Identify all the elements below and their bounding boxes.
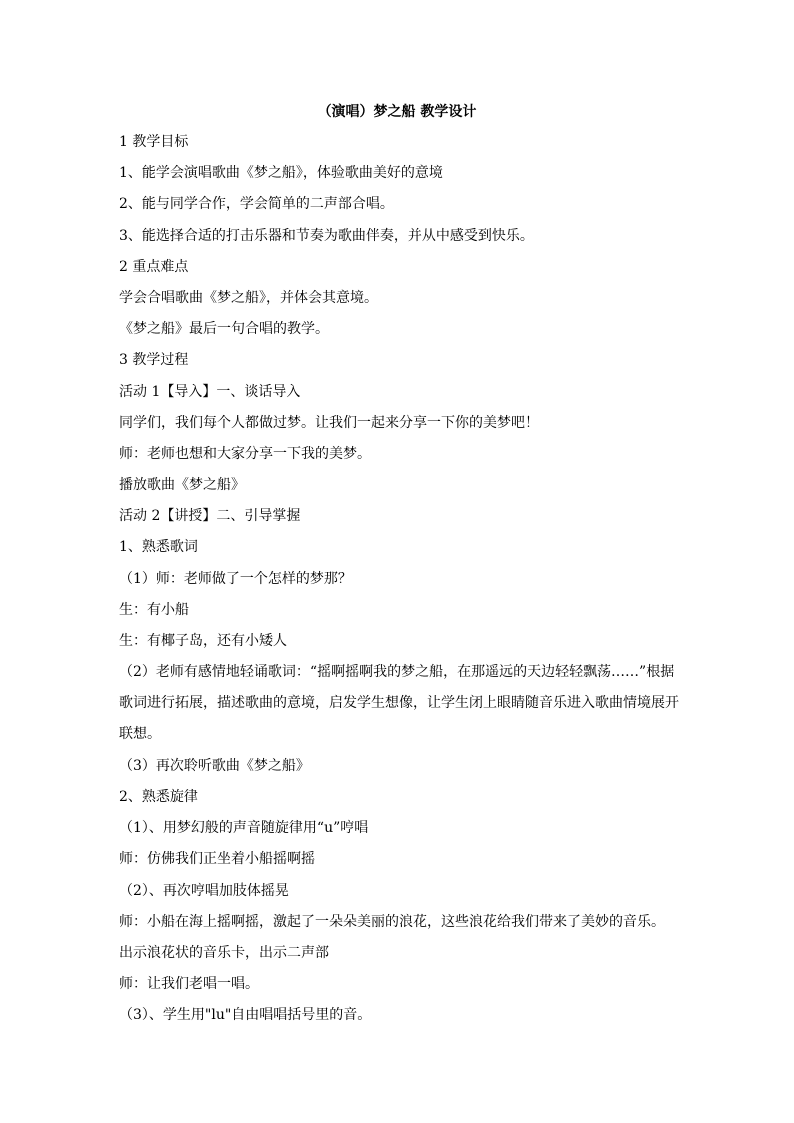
paragraph: 生：有小船	[119, 601, 189, 618]
section-heading-key-points: 2 重点难点	[119, 258, 189, 275]
paragraph: （3）、学生用"lu"自由唱唱括号里的音。	[119, 1007, 372, 1024]
paragraph: （1）、用梦幻般的声音随旋律用“u”哼唱	[119, 820, 369, 837]
paragraph: （1）师：老师做了一个怎样的梦那？	[119, 570, 352, 587]
paragraph-multiline: （2）老师有感情地轻诵歌词：“摇啊摇啊我的梦之船，在那遥远的天边轻轻飘荡……”根据歌词进行拓展，描述歌曲的意境，启发学生想像，让学生闭上眼睛随音乐进入歌曲情境展开联想。	[119, 663, 679, 742]
paragraph: 师：小船在海上摇啊摇，激起了一朵朵美丽的浪花，这些浪花给我们带来了美妙的音乐。	[119, 913, 665, 930]
activity-2-heading: 活动 2【讲授】二、引导掌握	[119, 508, 301, 525]
section-heading-process: 3 教学过程	[119, 352, 189, 369]
objective-3: 3、能选择合适的打击乐器和节奏为歌曲伴奏，并从中感受到快乐。	[119, 227, 534, 244]
paragraph: 出示浪花状的音乐卡，出示二声部	[119, 944, 329, 961]
paragraph: （2）、再次哼唱加肢体摇晃	[119, 882, 289, 899]
key-point-1: 学会合唱歌曲《梦之船》，并体会其意境。	[119, 289, 378, 306]
paragraph: （3）再次聆听歌曲《梦之船》	[119, 757, 310, 774]
paragraph: 师：让我们老唱一唱。	[119, 976, 259, 993]
paragraph: 师：老师也想和大家分享一下我的美梦。	[119, 445, 371, 462]
subsection-heading: 1、熟悉歌词	[119, 539, 198, 556]
document-body	[119, 132, 681, 1036]
paragraph: 生：有椰子岛，还有小矮人	[119, 633, 287, 649]
paragraph: 播放歌曲《梦之船》	[119, 477, 245, 494]
subsection-heading: 2、熟悉旋律	[119, 788, 198, 805]
objective-2: 2、能与同学合作，学会简单的二声部合唱。	[119, 196, 394, 213]
activity-1-heading: 活动 1【导入】一、谈话导入	[119, 383, 301, 400]
objective-1: 1、能学会演唱歌曲《梦之船》，体验歌曲美好的意境	[119, 165, 443, 182]
section-heading-objectives: 1 教学目标	[119, 134, 189, 150]
key-point-2: 《梦之船》最后一句合唱的教学。	[119, 321, 329, 338]
paragraph: 师：仿佛我们正坐着小船摇啊摇	[119, 851, 315, 868]
paragraph: 同学们，我们每个人都做过梦。让我们一起来分享一下你的美梦吧！	[119, 414, 539, 431]
document-title: （演唱）梦之船 教学设计	[317, 104, 477, 120]
